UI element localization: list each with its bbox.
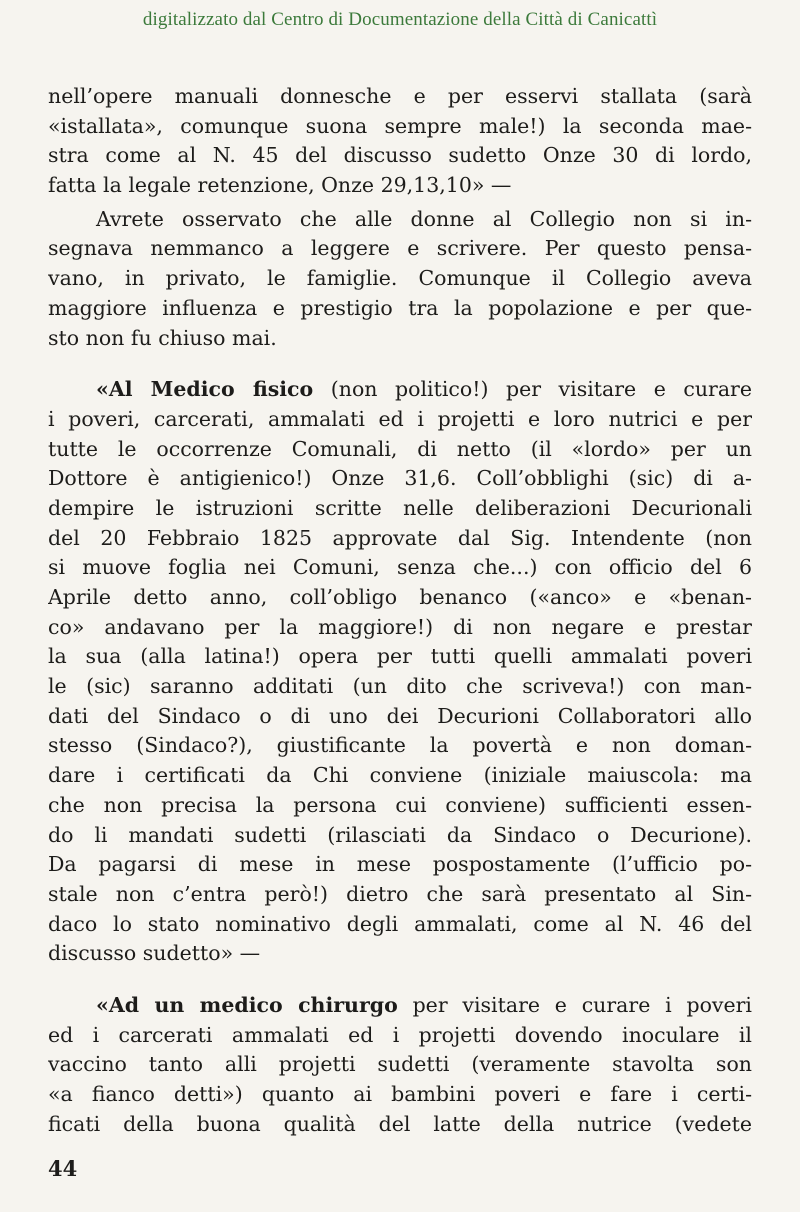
text-line: «istallata», comunque suona sempre male!) la seconda mae- (48, 113, 752, 138)
text-line: si muove foglia nei Comuni, senza che...) con officio del 6 (48, 555, 752, 580)
text-line: nell’opere manuali donnesche e per esservi stallata (sarà (48, 84, 752, 108)
text-line: fatta la legale retenzione, Onze 29,13,10» — (48, 173, 512, 198)
text-line: do li mandati sudetti (rilasciati da Sindaco o Decurione). (48, 822, 752, 847)
text-line: ed i carcerati ammalati ed i projetti dovendo inoculare il (48, 1022, 752, 1047)
text-line: maggiore influenza e prestigio tra la popolazione e per que- (48, 295, 752, 320)
text-line: segnava nemmanco a leggere e scrivere. Per questo pensa- (48, 236, 752, 261)
text-line (48, 991, 752, 1021)
text-line: Aprile detto anno, coll’obligo benanco («anco» e «benan- (48, 585, 752, 609)
section-lead: «Al Medico fisico (96, 377, 314, 402)
text-line: daco lo stato nominativo degli ammalati, come al N. 46 del (48, 911, 752, 936)
text-line: tutte le occorrenze Comunali, di netto (il «lordo» per un (48, 436, 752, 461)
text-line: dati del Sindaco o di uno dei Decurioni Collaboratori allo (48, 703, 752, 728)
text-line: stra come al N. 45 del discusso sudetto Onze 30 di lordo, (48, 143, 752, 168)
text-line: sto non fu chiuso mai. (48, 325, 277, 350)
text-line: stesso (Sindaco?), giustificante la povertà e non doman- (48, 733, 752, 758)
text-line: la sua (alla latina!) opera per tutti quelli ammalati poveri (48, 644, 752, 669)
text-line: dare i certificati da Chi conviene (iniziale maiuscola: ma (48, 763, 752, 788)
text-line: del 20 Febbraio 1825 approvate dal Sig. Intendente (non (48, 525, 752, 550)
text-line: vaccino tanto alli projetti sudetti (veramente stavolta son (48, 1052, 752, 1077)
text-run: (non politico!) per visitare e curare (313, 377, 752, 402)
page-body (48, 82, 752, 1139)
page-number: 44 (48, 1156, 78, 1181)
text-line: Dottore è antigienico!) Onze 31,6. Coll’obblighi (sic) di a- (48, 466, 752, 491)
text-line (48, 375, 752, 405)
text-line: le (sic) saranno additati (un dito che scriveva!) con man- (48, 674, 752, 699)
text-run: per visitare e curare i poveri (397, 992, 752, 1017)
text-line: Da pagarsi di mese in mese pospostamente (l’ufficio po- (48, 852, 752, 877)
text-line: stale non c’entra però!) dietro che sarà presentato al Sin- (48, 881, 752, 906)
text-line: vano, in privato, le famiglie. Comunque il Collegio aveva (48, 266, 752, 291)
text-line: Avrete osservato che alle donne al Collegio non si in- (96, 206, 752, 231)
text-line: ficati della buona qualità del latte della nutrice (vedete (48, 1111, 752, 1136)
text-line: co» andavano per la maggiore!) di non negare e prestar (48, 614, 752, 639)
text-line: che non precisa la persona cui conviene) sufficienti essen- (48, 792, 752, 817)
text-line: i poveri, carcerati, ammalati ed i projetti e loro nutrici e per (48, 406, 752, 431)
digitization-watermark: digitalizzato dal Centro di Documentazione della Città di Canicattì (142, 9, 658, 30)
text-line: «a fianco detti») quanto ai bambini poveri e fare i certi- (48, 1082, 752, 1106)
text-line: discusso sudetto» — (48, 941, 261, 966)
text-line: dempire le istruzioni scritte nelle deliberazioni Decurionali (48, 495, 752, 520)
section-lead: «Ad un medico chirurgo (96, 992, 398, 1017)
